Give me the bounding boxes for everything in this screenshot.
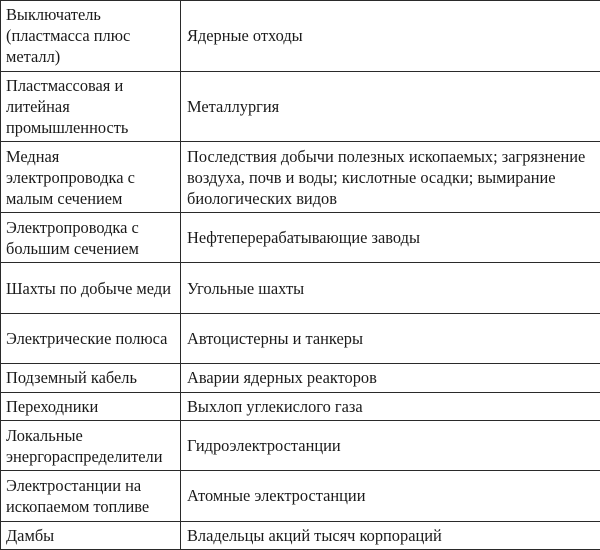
table-cell-left: Медная электропроводка с малым сечением	[1, 142, 181, 213]
table-row	[1, 1, 600, 72]
table-cell-left: Подземный кабель	[1, 364, 181, 392]
table-cell-right: Атомные электростанции	[181, 471, 600, 521]
table-cell-left: Шахты по добыче меди	[1, 263, 181, 313]
table-cell-right: Выхлоп углекислого газа	[181, 392, 600, 420]
table-row	[1, 364, 600, 392]
table-cell-right: Гидроэлектростанции	[181, 420, 600, 470]
table-row	[1, 471, 600, 521]
table-cell-right: Нефтеперерабатывающие заводы	[181, 212, 600, 262]
table-cell-right: Ядерные отходы	[181, 1, 600, 72]
table-row	[1, 420, 600, 470]
table-cell-left: Электростанции на ископаемом топливе	[1, 471, 181, 521]
table-row	[1, 392, 600, 420]
table-cell-right: Автоцистерны и танкеры	[181, 313, 600, 363]
table-cell-left: Выключатель (пластмасса плюс металл)	[1, 1, 181, 72]
table-row	[1, 212, 600, 262]
table-cell-left: Локальные энергораспределители	[1, 420, 181, 470]
table-cell-left: Пластмассовая и литейная промышленность	[1, 71, 181, 142]
table-cell-left: Дамбы	[1, 521, 181, 549]
table-row	[1, 521, 600, 549]
table-cell-left: Переходники	[1, 392, 181, 420]
table-row	[1, 71, 600, 142]
table-cell-left: Электрические полюса	[1, 313, 181, 363]
table-cell-right: Последствия добычи полезных ископаемых; загрязнение воздуха, почв и воды; кислотные осадки; вымирание биологических видов	[181, 142, 600, 213]
table-row	[1, 313, 600, 363]
table-row	[1, 142, 600, 213]
table-cell-right: Аварии ядерных реакторов	[181, 364, 600, 392]
table-cell-right: Угольные шахты	[181, 263, 600, 313]
table-cell-right: Металлургия	[181, 71, 600, 142]
table-cell-right: Владельцы акций тысяч корпораций	[181, 521, 600, 549]
table-cell-left: Электропроводка с большим сечением	[1, 212, 181, 262]
table-row	[1, 263, 600, 313]
